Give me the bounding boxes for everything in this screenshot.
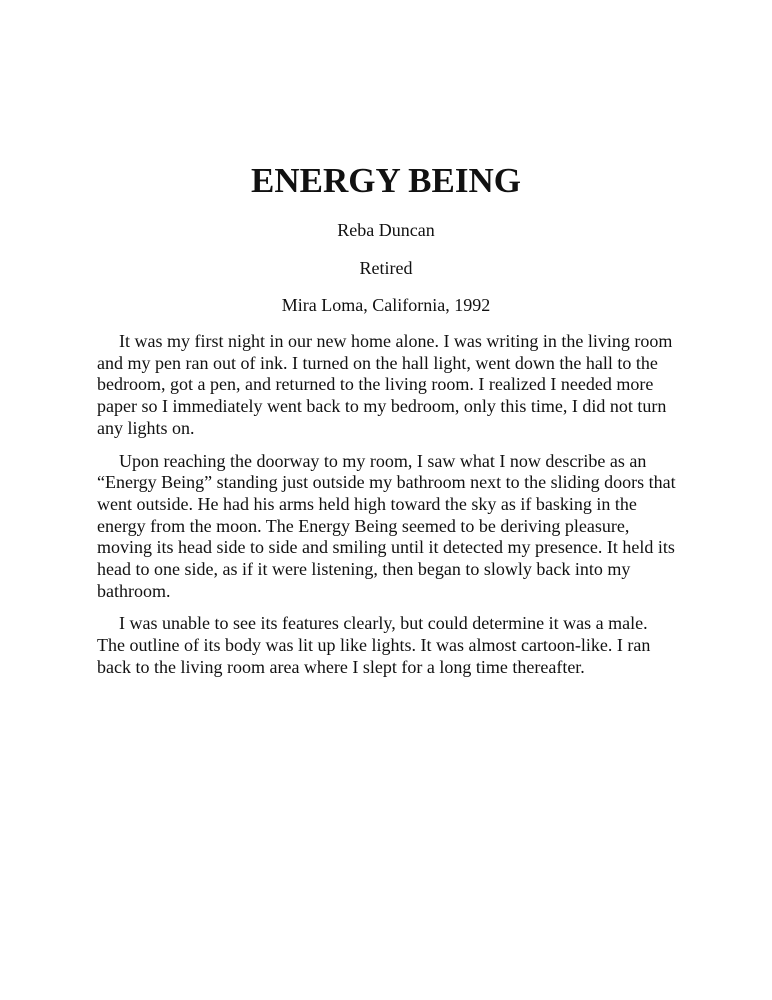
- body-paragraph: It was my first night in our new home alone. I was writing in the living room and my pen ran out of ink. I turned on the hall light, went down the hall to the bedroom, got a pen, and returned to the living room. I realized I needed more paper so I immediately went back to my bedroom, only this time, I did not turn any lights on.: [97, 331, 673, 438]
- location-date: Mira Loma, California, 1992: [281, 295, 491, 315]
- body-paragraph: Upon reaching the doorway to my room, I saw what I now describe as an “Energy Being” standing just outside my bathroom next to the sliding doors that went outside. He had his arms held high toward the sky as if basking in the energy from the moon. The Energy Being seemed to be deriving pleasure, moving its head side to side and smiling until it detected my presence. It held its head to one side, as if it were listening, then began to slowly back into my bathroom.: [97, 450, 676, 601]
- story-body: [97, 331, 679, 690]
- author-name: Reba Duncan: [337, 220, 435, 240]
- author-occupation: Retired: [359, 258, 413, 278]
- body-paragraph: I was unable to see its features clearly, but could determine it was a male. The outline of its body was lit up like lights. It was almost cartoon-like. I ran back to the living room area where I slept for a long time thereafter.: [97, 613, 651, 677]
- document-title: ENERGY BEING: [250, 161, 521, 200]
